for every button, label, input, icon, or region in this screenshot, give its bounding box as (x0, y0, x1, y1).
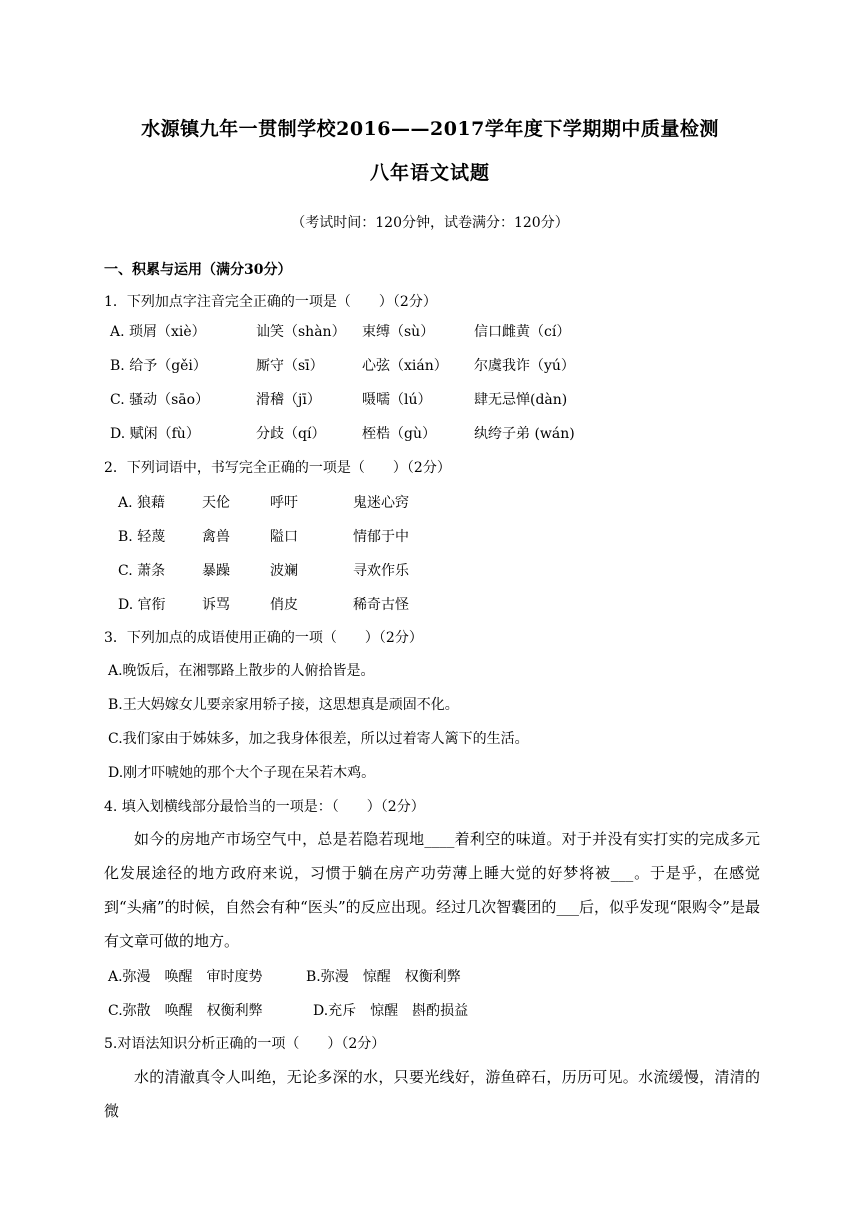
question-5-passage: 水的清澈真令人叫绝，无论多深的水，只要光线好，游鱼碎石，历历可见。水流缓慢，清清的微 (104, 1068, 760, 1120)
option-cell: 俏皮 (270, 597, 298, 613)
option-cell: 肆无忌惮(dàn) (474, 392, 568, 408)
option-cell: 尔虞我诈（yú） (474, 358, 575, 374)
option-cell: 禽兽 (202, 529, 230, 545)
question-3-stem: 3．下列加点的成语使用正确的一项（ ）（2分） (104, 630, 423, 646)
option-cell: 嗫嚅（lú） (362, 392, 432, 408)
option-cell: 分歧（qí） (256, 426, 326, 442)
option-cell: 滑稽（jī） (256, 392, 321, 408)
exam-info: （考试时间：120分钟，试卷满分：120分） (291, 215, 569, 231)
option-cell: 稀奇古怪 (353, 597, 409, 613)
option-cell: 讪笑（shàn） (256, 324, 346, 340)
option-cell: 纨绔子弟 (wán) (474, 426, 575, 442)
question-4-stem: 4. 填入划横线部分最恰当的一项是：（ ）（2分） (104, 799, 425, 815)
option-cell: 天伦 (202, 495, 230, 511)
option-cell: 隘口 (270, 529, 298, 545)
option-cell: 情郁于中 (353, 529, 409, 545)
exam-title: 水源镇九年一贯制学校2016——2017学年度下学期期中质量检测 (141, 118, 719, 140)
question-3-option-a: A.晚饭后，在湘鄂路上散步的人俯拾皆是。 (108, 663, 375, 679)
option-cell: 波斓 (270, 563, 298, 579)
question-3-option-c: C.我们家由于姊妹多，加之我身体很差，所以过着寄人篱下的生活。 (108, 731, 529, 747)
question-2-stem: 2．下列词语中，书写完全正确的一项是（ ）（2分） (104, 460, 451, 476)
option-cell: 信口雌黄（cí） (474, 324, 571, 340)
option-cell: 鬼迷心窍 (353, 495, 409, 511)
question-5-stem: 5.对语法知识分析正确的一项（ ）（2分） (104, 1036, 386, 1052)
option-cell: C. 萧条 (118, 563, 166, 579)
question-4-option-d: D.充斥 惊醒 斟酌损益 (313, 1003, 469, 1019)
option-cell: A. 狼藉 (118, 495, 166, 511)
question-4-passage: 如今的房地产市场空气中，总是若隐若现地____着利空的味道。对于并没有实打实的完成多元化发展途径的地方政府来说，习惯于躺在房产功劳薄上睡大觉的好梦将被___。于是乎，在感觉到“头痛”的时候，自然会有种“医头”的反应出现。经过几次智囊团的___后，似乎发现“限购令”是最有文章可做的地方。 (104, 830, 760, 950)
question-4-option-c: C.弥散 唤醒 权衡利弊 (108, 1003, 263, 1019)
question-3-option-b: B.王大妈嫁女儿要亲家用轿子接，这思想真是顽固不化。 (108, 697, 459, 713)
option-cell: 寻欢作乐 (353, 563, 409, 579)
question-4-option-b: B.弥漫 惊醒 权衡利弊 (306, 969, 461, 985)
option-cell: 暴躁 (202, 563, 230, 579)
option-cell: D. 赋闲（fù） (110, 426, 200, 442)
question-4-option-a: A.弥漫 唤醒 审时度势 (108, 969, 263, 985)
section-heading: 一、积累与运用（满分30分） (104, 262, 292, 278)
option-cell: B. 给予（gěi） (110, 358, 207, 374)
option-cell: 束缚（sù） (362, 324, 435, 340)
option-cell: 呼吁 (270, 495, 298, 511)
option-cell: 厮守（sī） (256, 358, 324, 374)
exam-subtitle: 八年语文试题 (369, 162, 490, 184)
option-cell: 诉骂 (202, 597, 230, 613)
option-cell: 桎梏（gù） (362, 426, 436, 442)
question-3-option-d: D.刚才吓唬她的那个大个子现在呆若木鸡。 (108, 765, 376, 781)
option-cell: C. 骚动（sāo） (110, 392, 210, 408)
option-cell: A. 琐屑（xiè） (110, 324, 206, 340)
question-1-stem: 1．下列加点字注音完全正确的一项是（ ）（2分） (104, 294, 437, 310)
option-cell: 心弦（xián） (362, 358, 448, 374)
option-cell: B. 轻蔑 (118, 529, 166, 545)
option-cell: D. 官衔 (118, 597, 166, 613)
